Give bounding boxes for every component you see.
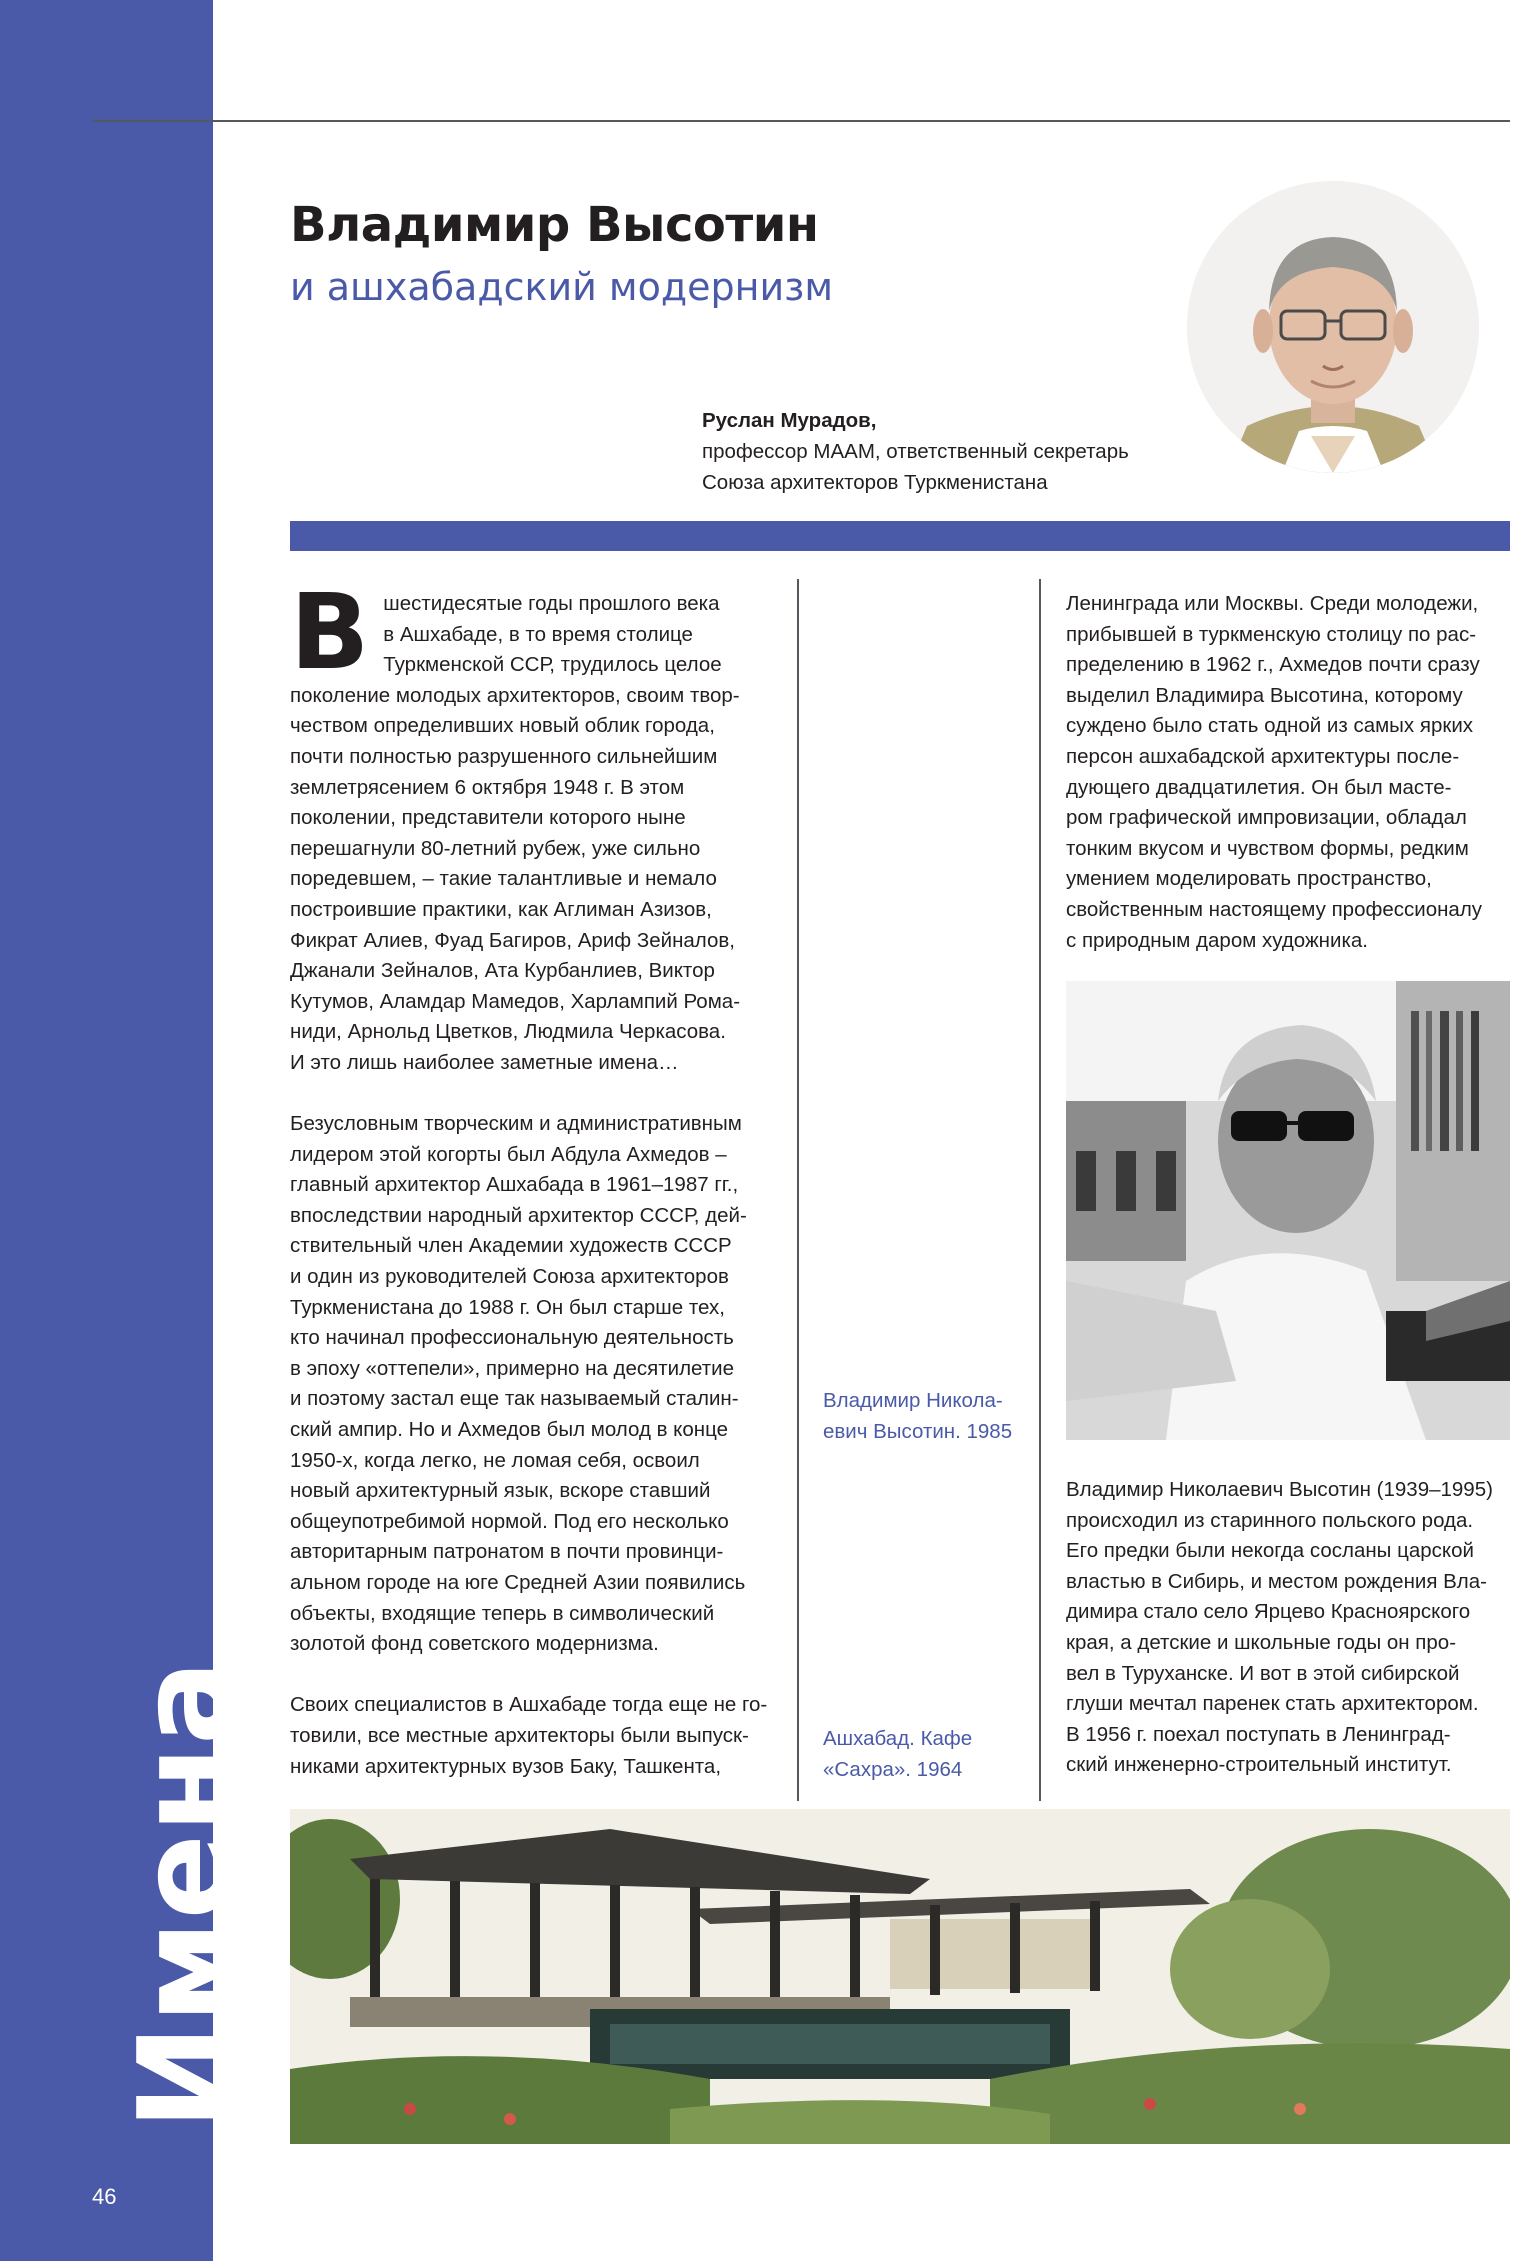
body-paragraph: Ленинграда или Москвы. Среди молодежи, прибывшей в туркменскую столицу по рас- пределению в 1962 г., Ахмедов почти сразу выделил Владимира Высотина, которому суждено было стать одной из самых ярких персон ашхабадской архитектуры после- дующего двадцатилетия. Он был масте- ром графической импровизации, обладал тонким вкусом и чувством формы, редким умением моделировать пространство, свойственным настоящему профессионалу с природным даром художника. — [1066, 592, 1483, 952]
column-divider — [797, 579, 799, 1801]
article-subtitle: и ашхабадский модернизм — [290, 265, 834, 309]
author-portrait-photo — [1187, 181, 1479, 473]
cafe-sakhra-photo — [290, 1809, 1510, 2144]
author-credit — [702, 405, 1129, 498]
body-column-right-lower — [1066, 1475, 1510, 1781]
section-sidebar — [0, 0, 258, 2261]
page-number: 46 — [92, 2184, 117, 2209]
drop-cap: В — [290, 571, 370, 693]
author-name: Руслан Мурадов, — [702, 409, 877, 432]
vysotin-photo-1985 — [1066, 981, 1510, 1440]
body-paragraph: Безусловным творческим и административным лидером этой когорты был Абдула Ахмедов – главный архитектор Ашхабада в 1961–1987 гг., впоследствии народный архитектор СССР, дей- ствительный член Академии художеств СССР и один из руководителей Союза архитекторов Туркменистана до 1988 г. Он был старше тех, кто начинал профессиональную деятельность в эпоху «оттепели», примерно на десятилетие и поэтому застал еще так называемый сталин- ский ампир. Но и Ахмедов был молод в конце 1950-х, когда легко, не ломая себя, освоил новый архитектурный язык, вскоре ставший общеупотребимой нормой. Под его несколько авторитарным патронатом в почти провинци- альном городе на юге Средней Азии появились объекты, входящие теперь в символический золотой фонд советского модернизма. — [290, 1112, 747, 1656]
article-title: Владимир Высотин — [290, 197, 819, 253]
author-role-line: профессор МААМ, ответственный секретарь — [702, 440, 1129, 463]
section-label: Имена — [111, 1659, 258, 2130]
body-column-left — [290, 571, 785, 1782]
photo-caption: Ашхабад. Кафе «Сахра». 1964 — [823, 1727, 973, 1781]
accent-bar — [290, 521, 1510, 551]
top-rule — [92, 120, 1510, 122]
body-paragraph: Своих специалистов в Ашхабаде тогда еще не го- товили, все местные архитекторы были выпуск- никами архитектурных вузов Баку, Ташкента, — [290, 1693, 768, 1778]
author-role-line: Союза архитекторов Туркменистана — [702, 471, 1048, 494]
body-paragraph: Владимир Николаевич Высотин (1939–1995) происходил из старинного польского рода. Его предки были некогда сосланы царской властью в Сибирь, и местом рождения Вла- димира стало село Ярцево Красноярского края, а детские и школьные годы он про- вел в Туруханске. И вот в этой сибирской глуши мечтал паренек стать архитектором. В 1956 г. поехал поступать в Ленинград- ский инженерно-строительный институт. — [1066, 1478, 1493, 1777]
column-divider — [1039, 579, 1041, 1801]
paragraph-text: шестидесятые годы прошлого века в Ашхабаде, в то время столице Туркменской ССР, трудилось целое поколение молодых архитекторов, своим твор- чеством определивших новый облик города, почти полностью разрушенного сильнейшим землетрясением 6 октября 1948 г. В этом поколении, представители которого ныне перешагнули 80-летний рубеж, уже сильно поредевшем, – такие талантливые и немало построившие практики, как Аглиман Азизов, Фикрат Алиев, Фуад Багиров, Ариф Зейналов, Джанали Зейналов, Ата Курбанлиев, Виктор Кутумов, Аламдар Мамедов, Харлампий Рома- ниди, Арнольд Цветков, Людмила Черкасова. И это лишь наиболее заметные имена… — [290, 592, 741, 1074]
photo-caption: Владимир Никола- евич Высотин. 1985 — [823, 1389, 1013, 1443]
body-paragraph — [290, 571, 785, 1079]
body-column-right — [1066, 589, 1510, 956]
